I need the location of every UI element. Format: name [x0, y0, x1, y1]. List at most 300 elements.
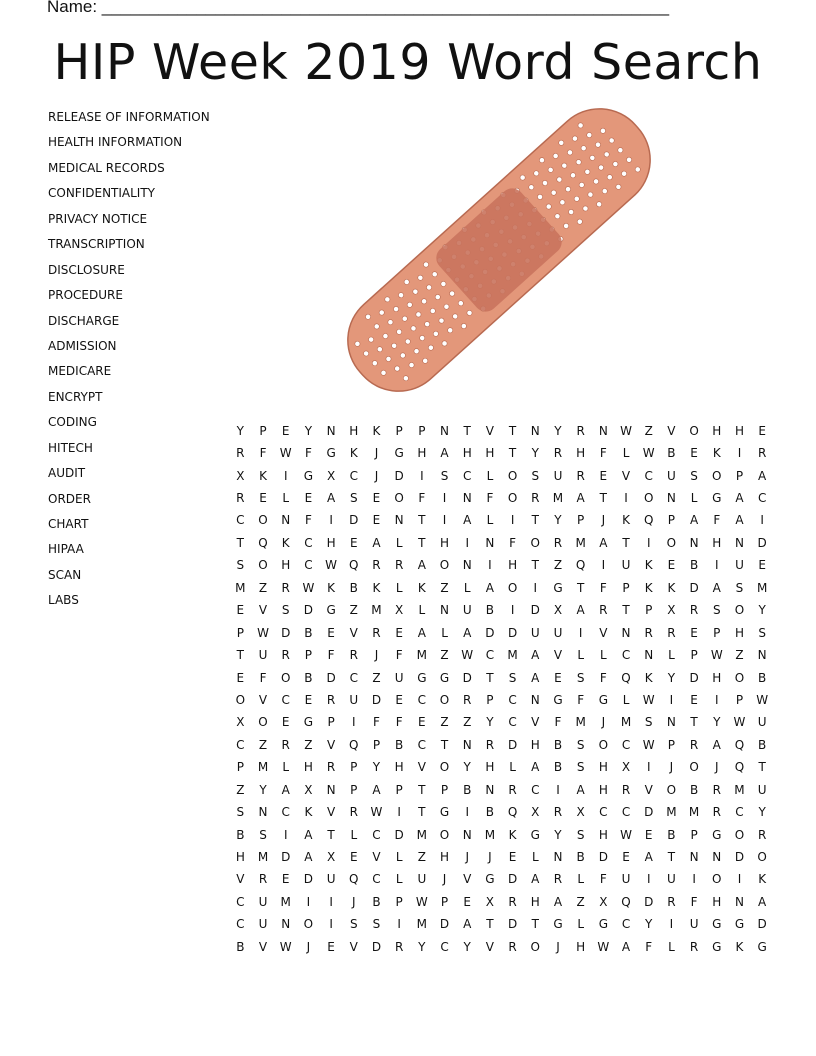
grid-letter: I [283, 468, 288, 483]
grid-letter: I [601, 558, 606, 573]
grid-letter: L [600, 648, 607, 663]
grid-letter: V [258, 692, 268, 707]
grid-letter: U [326, 872, 336, 887]
grid-letter: I [442, 491, 447, 506]
grid-letter: U [349, 692, 359, 707]
grid-letter: R [553, 446, 563, 461]
grid-letter: C [485, 648, 495, 663]
grid-letter: T [463, 423, 471, 438]
grid-letter: A [531, 872, 540, 887]
grid-letter: E [690, 446, 698, 461]
grid-letter: U [757, 715, 767, 730]
grid-letter: U [394, 670, 404, 685]
grid-letter: M [620, 715, 632, 730]
grid-letter: B [395, 737, 404, 752]
grid-letter: P [440, 782, 449, 797]
grid-letter: Q [349, 737, 359, 752]
grid-letter: S [281, 603, 290, 618]
grid-letter: S [758, 625, 766, 640]
grid-letter: T [440, 737, 449, 752]
grid-letter: F [304, 513, 312, 528]
grid-letter: C [621, 917, 631, 932]
grid-letter: G [553, 917, 563, 932]
grid-letter: E [327, 625, 335, 640]
grid-letter: K [259, 468, 267, 483]
grid-letter: O [712, 872, 722, 887]
grid-letter: S [372, 917, 381, 932]
grid-letter: O [439, 760, 450, 775]
grid-letter: T [508, 423, 517, 438]
grid-letter: X [599, 894, 608, 909]
grid-row [229, 801, 774, 823]
grid-letter: O [734, 827, 745, 842]
grid-letter: E [327, 939, 335, 954]
grid-letter: Z [440, 648, 449, 663]
grid-letter: F [395, 715, 403, 730]
grid-letter: T [418, 535, 426, 550]
grid-letter: A [485, 580, 495, 595]
grid-letter: B [485, 603, 495, 618]
grid-letter: H [712, 423, 722, 438]
grid-letter: E [236, 603, 245, 618]
grid-letter: Y [758, 603, 766, 618]
grid-letter: T [418, 782, 426, 797]
grid-letter: Z [735, 648, 744, 663]
grid-letter: I [646, 872, 651, 887]
grid-letter: H [440, 535, 450, 550]
grid-letter: I [420, 468, 424, 483]
grid-letter: M [734, 782, 745, 797]
grid-letter: L [395, 850, 403, 865]
grid-letter: O [439, 827, 450, 842]
grid-letter: L [282, 760, 290, 775]
grid-letter: I [329, 917, 333, 932]
grid-letter: T [418, 513, 426, 528]
grid-letter: E [395, 692, 403, 707]
grid-letter: R [281, 737, 290, 752]
grid-letter: A [599, 535, 608, 550]
grid-letter: L [668, 648, 675, 663]
grid-letter: A [576, 491, 585, 506]
grid-letter: R [599, 603, 608, 618]
grid-letter: H [598, 760, 608, 775]
grid-letter: O [507, 468, 518, 483]
grid-letter: N [689, 535, 699, 550]
grid-letter: R [372, 558, 381, 573]
grid-letter: U [417, 872, 427, 887]
grid-letter: S [259, 827, 267, 842]
word-list-item: AUDIT [48, 466, 86, 481]
word-list-item: DISCHARGE [48, 313, 120, 328]
grid-letter: U [621, 558, 631, 573]
grid-letter: Z [304, 737, 313, 752]
grid-letter: O [530, 939, 540, 954]
grid-letter: P [236, 625, 244, 640]
grid-letter: E [236, 670, 245, 685]
grid-row [229, 577, 774, 599]
grid-letter: E [349, 850, 358, 865]
grid-letter: R [576, 423, 585, 438]
grid-letter: R [689, 603, 699, 618]
grid-letter: S [576, 827, 585, 842]
grid-letter: P [236, 760, 244, 775]
grid-letter: V [599, 625, 608, 640]
grid-letter: V [326, 737, 336, 752]
grid-letter: I [760, 513, 764, 528]
grid-letter: H [576, 446, 586, 461]
grid-letter: Y [418, 939, 426, 954]
grid-letter: F [395, 648, 403, 663]
grid-letter: I [465, 805, 469, 820]
grid-letter: I [715, 558, 719, 573]
grid-letter: Q [575, 558, 586, 573]
grid-letter: D [757, 535, 767, 550]
grid-letter: A [644, 850, 653, 865]
grid-letter: N [440, 423, 450, 438]
grid-letter: N [258, 805, 268, 820]
grid-letter: Z [576, 894, 585, 909]
word-list-item: SCAN [48, 567, 82, 582]
grid-letter: P [645, 603, 653, 618]
grid-letter: K [327, 580, 336, 595]
grid-letter: G [530, 827, 540, 842]
grid-letter: R [349, 805, 358, 820]
grid-letter: O [439, 558, 450, 573]
grid-row [229, 914, 774, 936]
grid-letter: H [734, 423, 744, 438]
grid-letter: Y [259, 782, 267, 797]
grid-letter: I [533, 580, 538, 595]
grid-letter: A [372, 782, 381, 797]
grid-letter: L [395, 872, 403, 887]
grid-letter: A [304, 827, 313, 842]
grid-letter: F [645, 939, 653, 954]
grid-letter: B [576, 850, 585, 865]
grid-letter: D [644, 894, 654, 909]
grid-letter: H [598, 782, 608, 797]
grid-letter: D [303, 603, 314, 618]
grid-letter: K [644, 580, 653, 595]
grid-letter: I [646, 535, 651, 550]
grid-letter: R [553, 805, 563, 820]
grid-letter: B [553, 760, 563, 775]
grid-letter: U [553, 625, 563, 640]
grid-letter: L [577, 872, 584, 887]
grid-letter: N [712, 850, 722, 865]
grid-letter: C [372, 872, 381, 887]
grid-letter: V [258, 603, 268, 618]
grid-letter: N [281, 513, 291, 528]
grid-letter: O [734, 603, 745, 618]
grid-letter: V [485, 939, 495, 954]
grid-letter: F [327, 648, 335, 663]
grid-letter: W [642, 737, 655, 752]
grid-row [229, 846, 774, 868]
word-list-item: CONFIDENTIALITY [48, 186, 156, 201]
grid-letter: R [531, 491, 540, 506]
grid-letter: E [281, 423, 290, 438]
grid-letter: B [236, 939, 245, 954]
grid-letter: E [372, 491, 381, 506]
grid-letter: M [371, 603, 382, 618]
grid-letter: R [236, 446, 245, 461]
grid-letter: F [304, 446, 312, 461]
grid-letter: O [507, 491, 518, 506]
word-list-item: MEDICARE [48, 364, 112, 379]
grid-letter: C [508, 692, 517, 707]
grid-letter: A [531, 760, 540, 775]
grid-letter: R [508, 939, 517, 954]
grid-row [229, 824, 774, 846]
grid-letter: B [372, 894, 381, 909]
grid-letter: G [734, 917, 745, 932]
grid-letter: N [734, 535, 744, 550]
grid-letter: V [372, 850, 381, 865]
grid-letter: H [462, 446, 472, 461]
grid-letter: K [417, 580, 426, 595]
grid-letter: R [508, 894, 517, 909]
grid-letter: W [279, 939, 292, 954]
grid-letter: N [530, 692, 540, 707]
grid-letter: N [621, 625, 631, 640]
grid-letter: M [688, 805, 700, 820]
grid-letter: O [258, 558, 268, 573]
grid-letter: I [397, 917, 401, 932]
grid-letter: W [642, 446, 655, 461]
grid-letter: Y [645, 917, 653, 932]
grid-letter: I [510, 513, 515, 528]
grid-letter: M [257, 760, 269, 775]
grid-letter: N [757, 648, 767, 663]
grid-letter: U [735, 558, 744, 573]
grid-letter: Q [734, 737, 745, 752]
grid-letter: A [621, 939, 631, 954]
grid-letter: S [712, 603, 721, 618]
grid-letter: C [281, 692, 290, 707]
grid-letter: K [349, 446, 358, 461]
grid-letter: H [235, 850, 245, 865]
grid-row [229, 891, 774, 913]
grid-row [229, 689, 774, 711]
grid-letter: U [667, 872, 676, 887]
grid-letter: W [370, 805, 383, 820]
grid-letter: D [598, 850, 608, 865]
grid-letter: O [507, 580, 518, 595]
grid-row [229, 644, 774, 666]
grid-letter: A [689, 513, 699, 528]
grid-letter: T [599, 491, 608, 506]
grid-letter: P [418, 423, 426, 438]
grid-letter: B [758, 670, 767, 685]
grid-letter: I [329, 513, 333, 528]
grid-letter: J [601, 715, 606, 730]
grid-letter: U [258, 648, 268, 663]
grid-letter: F [259, 670, 267, 685]
grid-letter: P [395, 894, 403, 909]
grid-letter: G [598, 917, 608, 932]
grid-letter: W [302, 580, 315, 595]
grid-letter: H [734, 625, 744, 640]
grid-letter: L [395, 535, 403, 550]
grid-letter: N [485, 535, 495, 550]
grid-letter: F [577, 692, 585, 707]
grid-letter: S [576, 760, 585, 775]
grid-letter: P [667, 737, 676, 752]
grid-letter: L [395, 580, 403, 595]
grid-letter: R [236, 491, 245, 506]
grid-letter: T [576, 580, 585, 595]
grid-letter: C [417, 692, 427, 707]
grid-letter: W [461, 648, 474, 663]
grid-letter: B [463, 782, 472, 797]
grid-letter: R [463, 692, 472, 707]
grid-letter: M [416, 827, 428, 842]
grid-letter: X [621, 760, 631, 775]
grid-letter: A [712, 580, 721, 595]
grid-letter: O [439, 692, 450, 707]
grid-letter: K [372, 580, 381, 595]
grid-letter: F [418, 491, 426, 506]
page-title: HIP Week 2019 Word Search [53, 34, 763, 91]
grid-letter: T [531, 558, 539, 573]
grid-letter: T [531, 513, 539, 528]
grid-letter: N [281, 917, 291, 932]
grid-row [229, 712, 774, 734]
grid-letter: A [281, 782, 290, 797]
grid-letter: I [329, 894, 333, 909]
grid-letter: I [624, 491, 628, 506]
grid-letter: I [442, 513, 447, 528]
grid-letter: T [236, 648, 245, 663]
grid-letter: Q [734, 760, 745, 775]
grid-letter: L [418, 603, 426, 618]
grid-letter: Y [372, 760, 381, 775]
word-list-item: RELEASE OF INFORMATION [48, 110, 210, 124]
grid-letter: Y [667, 670, 676, 685]
word-list-item: ENCRYPT [48, 389, 103, 404]
grid-letter: I [715, 692, 719, 707]
grid-letter: F [259, 446, 267, 461]
grid-letter: O [530, 535, 540, 550]
grid-letter: H [508, 558, 518, 573]
grid-letter: U [258, 917, 268, 932]
grid-letter: X [304, 782, 313, 797]
word-list-item: CODING [48, 415, 97, 430]
grid-letter: N [462, 737, 472, 752]
name-field: Name: ____________________________________________________________ [47, 0, 670, 16]
grid-row [229, 555, 774, 577]
grid-letter: U [553, 468, 563, 483]
grid-letter: M [280, 894, 291, 909]
grid-letter: X [395, 603, 404, 618]
grid-letter: H [394, 760, 404, 775]
grid-letter: Y [463, 939, 471, 954]
grid-letter: Y [554, 827, 562, 842]
grid-letter: E [622, 850, 630, 865]
grid-letter: B [485, 805, 495, 820]
grid-letter: E [508, 850, 517, 865]
grid-letter: I [737, 872, 742, 887]
grid-letter: X [326, 468, 336, 483]
grid-letter: Z [372, 670, 381, 685]
grid-letter: C [372, 827, 381, 842]
grid-letter: D [485, 625, 495, 640]
grid-letter: M [235, 580, 246, 595]
grid-letter: D [394, 827, 404, 842]
grid-letter: H [598, 827, 608, 842]
grid-letter: N [485, 782, 495, 797]
grid-letter: X [236, 715, 245, 730]
grid-letter: L [486, 513, 494, 528]
grid-letter: I [352, 715, 356, 730]
grid-letter: U [258, 894, 268, 909]
grid-letter: B [349, 580, 358, 595]
grid-letter: O [258, 513, 268, 528]
grid-letter: X [326, 850, 336, 865]
grid-row [229, 487, 774, 509]
word-list-item: CHART [48, 517, 89, 531]
grid-letter: A [531, 670, 540, 685]
grid-letter: N [462, 558, 472, 573]
grid-letter: B [236, 827, 245, 842]
grid-letter: J [715, 760, 719, 775]
grid-letter: W [733, 715, 746, 730]
grid-letter: I [578, 625, 583, 640]
grid-letter: H [485, 446, 495, 461]
grid-letter: A [372, 535, 381, 550]
grid-row [229, 532, 774, 554]
grid-letter: E [690, 692, 698, 707]
grid-letter: L [441, 625, 448, 640]
grid-letter: V [236, 872, 245, 887]
grid-letter: T [236, 535, 245, 550]
grid-letter: R [621, 782, 631, 797]
grid-letter: Y [486, 715, 494, 730]
grid-letter: L [622, 692, 630, 707]
grid-letter: Z [440, 715, 449, 730]
grid-letter: D [507, 917, 518, 932]
word-list-item: DISCLOSURE [48, 262, 125, 277]
grid-letter: C [236, 513, 245, 528]
grid-letter: A [531, 648, 540, 663]
grid-letter: I [306, 894, 311, 909]
grid-letter: K [304, 805, 313, 820]
word-list-item: HIPAA [48, 542, 84, 557]
grid-letter: C [644, 468, 653, 483]
grid-letter: B [304, 670, 313, 685]
grid-letter: O [258, 715, 268, 730]
grid-letter: H [712, 894, 722, 909]
grid-row [229, 667, 774, 689]
grid-letter: O [734, 670, 745, 685]
grid-letter: N [644, 648, 654, 663]
grid-letter: O [666, 535, 677, 550]
grid-row [229, 622, 774, 644]
grid-letter: D [439, 917, 450, 932]
grid-letter: J [465, 850, 469, 865]
grid-letter: S [440, 468, 449, 483]
grid-letter: K [735, 939, 744, 954]
grid-letter: F [554, 715, 562, 730]
grid-row [229, 734, 774, 756]
grid-letter: R [667, 625, 676, 640]
grid-letter: N [666, 715, 676, 730]
grid-letter: A [758, 468, 767, 483]
grid-letter: Z [236, 782, 245, 797]
word-list-item: HEALTH INFORMATION [48, 135, 183, 150]
word-list-item: LABS [48, 593, 79, 608]
grid-letter: Z [258, 737, 268, 752]
